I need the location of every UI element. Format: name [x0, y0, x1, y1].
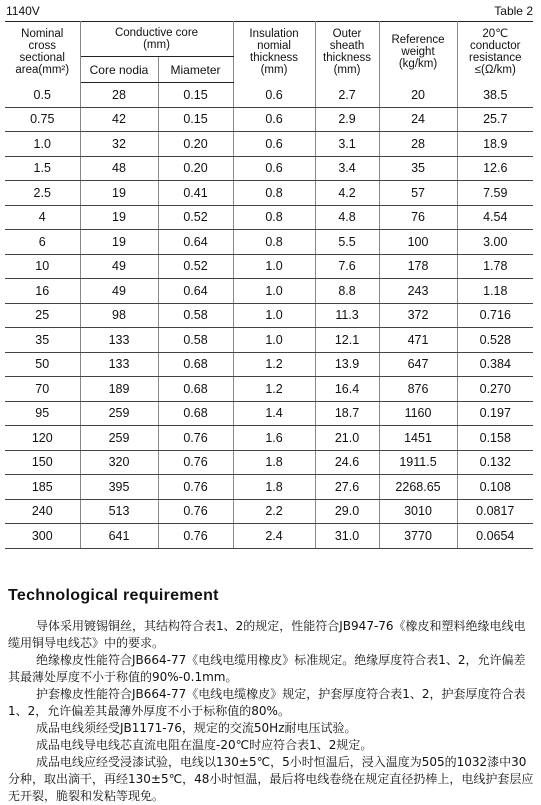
cell-insulation: 2.2: [233, 499, 315, 524]
table-row: [5, 377, 533, 402]
table-row: [5, 156, 533, 181]
cell-area: 70: [5, 377, 80, 402]
cell-insulation: 1.2: [233, 377, 315, 402]
cell-insulation: 0.6: [233, 156, 315, 181]
cell-sheath: 4.2: [315, 181, 379, 206]
cell-wire-diameter: 0.64: [158, 230, 233, 255]
cell-core-count: 395: [80, 475, 158, 500]
cell-core-count: 19: [80, 181, 158, 206]
cell-area: 10: [5, 254, 80, 279]
cell-weight: 372: [379, 303, 457, 328]
cell-wire-diameter: 0.68: [158, 401, 233, 426]
table-row: [5, 352, 533, 377]
cell-weight: 2268.65: [379, 475, 457, 500]
cell-insulation: 1.0: [233, 279, 315, 304]
cell-wire-diameter: 0.76: [158, 475, 233, 500]
cell-wire-diameter: 0.64: [158, 279, 233, 304]
cell-wire-diameter: 0.52: [158, 205, 233, 230]
table-row: [5, 181, 533, 206]
cell-sheath: 21.0: [315, 426, 379, 451]
cell-resistance: 0.132: [457, 450, 533, 475]
cell-insulation: 1.8: [233, 450, 315, 475]
table-caption-bar: [6, 4, 533, 20]
cell-insulation: 1.0: [233, 328, 315, 353]
voltage-label: 1140V: [6, 4, 40, 18]
header-area: Nominal cross sectional area(mm²): [5, 22, 80, 83]
cell-area: 35: [5, 328, 80, 353]
cell-resistance: 0.158: [457, 426, 533, 451]
cell-insulation: 1.0: [233, 303, 315, 328]
cell-resistance: 18.9: [457, 132, 533, 157]
cell-insulation: 0.8: [233, 181, 315, 206]
requirement-paragraph: 成品电线应经受浸漆试验，电线以130±5℃，5小时恒温后，浸入温度为505的1032漆中30分种，取出滴干，再经130±5℃，48小时恒温，最后将电线卷绕在规定直径扔棒上，电线护套层应无开裂，脆裂和发粘等现免。: [8, 755, 534, 803]
cell-sheath: 18.7: [315, 401, 379, 426]
cell-core-count: 189: [80, 377, 158, 402]
table-row: [5, 107, 533, 132]
cell-area: 120: [5, 426, 80, 451]
table-row: [5, 401, 533, 426]
header-conductive-core: Conductive core (mm): [80, 22, 233, 57]
tech-requirement-title: Technological requirement: [8, 587, 219, 604]
cell-weight: 57: [379, 181, 457, 206]
cell-area: 1.5: [5, 156, 80, 181]
cell-core-count: 320: [80, 450, 158, 475]
cell-weight: 1160: [379, 401, 457, 426]
cell-core-count: 513: [80, 499, 158, 524]
cell-area: 185: [5, 475, 80, 500]
cell-sheath: 3.4: [315, 156, 379, 181]
header-weight: Reference weight (kg/km): [379, 22, 457, 83]
cell-area: 150: [5, 450, 80, 475]
cell-core-count: 259: [80, 426, 158, 451]
cell-sheath: 31.0: [315, 524, 379, 549]
cell-sheath: 29.0: [315, 499, 379, 524]
cell-resistance: 25.7: [457, 107, 533, 132]
table-row: [5, 499, 533, 524]
cell-insulation: 1.2: [233, 352, 315, 377]
cell-wire-diameter: 0.76: [158, 524, 233, 549]
header-insulation: Insulation nomial thickness (mm): [233, 22, 315, 83]
cell-wire-diameter: 0.41: [158, 181, 233, 206]
cell-weight: 35: [379, 156, 457, 181]
cell-sheath: 7.6: [315, 254, 379, 279]
cable-spec-table: [5, 21, 533, 549]
cell-sheath: 8.8: [315, 279, 379, 304]
cell-wire-diameter: 0.20: [158, 156, 233, 181]
cell-resistance: 1.18: [457, 279, 533, 304]
cell-insulation: 1.4: [233, 401, 315, 426]
cell-resistance: 0.270: [457, 377, 533, 402]
requirement-paragraph: 绝缘橡皮性能符合JB664-77《电线电缆用橡皮》标准规定。绝缘厚度符合表1、2，允许偏差其最薄处厚度不小于称值的90%-0.1mm。: [8, 653, 526, 684]
cell-weight: 1451: [379, 426, 457, 451]
table-row: [5, 279, 533, 304]
cell-insulation: 0.6: [233, 107, 315, 132]
table-row: [5, 524, 533, 549]
cell-resistance: 0.384: [457, 352, 533, 377]
cell-sheath: 27.6: [315, 475, 379, 500]
cell-insulation: 1.8: [233, 475, 315, 500]
cell-core-count: 49: [80, 279, 158, 304]
requirement-paragraph: 成品电线须经受JB1171-76，规定的交流50Hz耐电压试验。: [36, 721, 357, 735]
cell-insulation: 0.8: [233, 230, 315, 255]
cell-weight: 24: [379, 107, 457, 132]
cell-area: 1.0: [5, 132, 80, 157]
cell-core-count: 49: [80, 254, 158, 279]
cell-resistance: 0.197: [457, 401, 533, 426]
cell-core-count: 28: [80, 83, 158, 108]
cell-area: 0.5: [5, 83, 80, 108]
cell-area: 25: [5, 303, 80, 328]
cell-wire-diameter: 0.76: [158, 499, 233, 524]
cell-area: 6: [5, 230, 80, 255]
tech-requirement-text: [8, 618, 536, 805]
cell-area: 4: [5, 205, 80, 230]
cell-wire-diameter: 0.58: [158, 303, 233, 328]
cell-resistance: 0.528: [457, 328, 533, 353]
header-outer-sheath: Outer sheath thickness (mm): [315, 22, 379, 83]
table-row: [5, 230, 533, 255]
cell-wire-diameter: 0.15: [158, 107, 233, 132]
cell-weight: 28: [379, 132, 457, 157]
header-resistance: 20℃ conductor resistance ≤(Ω/km): [457, 22, 533, 83]
cell-wire-diameter: 0.20: [158, 132, 233, 157]
cell-area: 300: [5, 524, 80, 549]
cell-area: 240: [5, 499, 80, 524]
requirement-paragraph: 护套橡皮性能符合JB664-77《电线电缆橡皮》规定，护套厚度符合表1、2，护套厚度符合表1、2，允许偏差其最薄外厚度不小于标称值的80%。: [8, 687, 526, 718]
cell-wire-diameter: 0.68: [158, 352, 233, 377]
table-row: [5, 205, 533, 230]
cell-weight: 100: [379, 230, 457, 255]
cell-weight: 876: [379, 377, 457, 402]
cell-core-count: 133: [80, 328, 158, 353]
requirement-paragraph: 导体采用镀锡铜丝，其结构符合表1、2的规定，性能符合JB947-76《橡皮和塑料绝缘电线电缆用铜导电线芯》中的要求。: [8, 619, 526, 650]
cell-resistance: 7.59: [457, 181, 533, 206]
cell-core-count: 19: [80, 230, 158, 255]
cell-sheath: 11.3: [315, 303, 379, 328]
cell-wire-diameter: 0.15: [158, 83, 233, 108]
cell-area: 95: [5, 401, 80, 426]
cell-core-count: 42: [80, 107, 158, 132]
cell-area: 0.75: [5, 107, 80, 132]
cell-core-count: 48: [80, 156, 158, 181]
cell-weight: 76: [379, 205, 457, 230]
cell-area: 16: [5, 279, 80, 304]
cell-weight: 178: [379, 254, 457, 279]
cell-resistance: 1.78: [457, 254, 533, 279]
cell-wire-diameter: 0.76: [158, 426, 233, 451]
cell-sheath: 16.4: [315, 377, 379, 402]
table-body: [5, 83, 533, 549]
cell-core-count: 32: [80, 132, 158, 157]
cell-sheath: 4.8: [315, 205, 379, 230]
cell-resistance: 0.0654: [457, 524, 533, 549]
cell-sheath: 24.6: [315, 450, 379, 475]
cell-sheath: 2.7: [315, 83, 379, 108]
table-row: [5, 83, 533, 108]
header-miameter: Miameter: [158, 57, 233, 83]
cell-resistance: 0.716: [457, 303, 533, 328]
table-row: [5, 132, 533, 157]
table-row: [5, 475, 533, 500]
cell-weight: 3010: [379, 499, 457, 524]
cell-insulation: 2.4: [233, 524, 315, 549]
cell-weight: 471: [379, 328, 457, 353]
cell-weight: 243: [379, 279, 457, 304]
cell-weight: 20: [379, 83, 457, 108]
cell-insulation: 0.6: [233, 132, 315, 157]
table-row: [5, 328, 533, 353]
table-row: [5, 426, 533, 451]
cell-sheath: 13.9: [315, 352, 379, 377]
cell-insulation: 0.8: [233, 205, 315, 230]
requirement-paragraph: 成品电线导电线芯直流电阻在温度-20℃时应符合表1、2规定。: [36, 738, 373, 752]
table-number-label: Table 2: [494, 4, 533, 18]
header-core-nodia: Core nodia: [80, 57, 158, 83]
table-row: [5, 450, 533, 475]
table-row: [5, 303, 533, 328]
cell-core-count: 98: [80, 303, 158, 328]
cell-core-count: 133: [80, 352, 158, 377]
cell-resistance: 4.54: [457, 205, 533, 230]
cell-core-count: 259: [80, 401, 158, 426]
cell-insulation: 1.0: [233, 254, 315, 279]
cell-area: 50: [5, 352, 80, 377]
cell-weight: 647: [379, 352, 457, 377]
cell-core-count: 641: [80, 524, 158, 549]
cell-resistance: 0.108: [457, 475, 533, 500]
cell-weight: 3770: [379, 524, 457, 549]
cell-resistance: 0.0817: [457, 499, 533, 524]
cell-sheath: 5.5: [315, 230, 379, 255]
cell-wire-diameter: 0.68: [158, 377, 233, 402]
cell-resistance: 3.00: [457, 230, 533, 255]
cell-sheath: 2.9: [315, 107, 379, 132]
cell-sheath: 12.1: [315, 328, 379, 353]
cell-weight: 1911.5: [379, 450, 457, 475]
table-row: [5, 254, 533, 279]
cell-wire-diameter: 0.52: [158, 254, 233, 279]
cell-resistance: 12.6: [457, 156, 533, 181]
cell-insulation: 1.6: [233, 426, 315, 451]
cell-core-count: 19: [80, 205, 158, 230]
cell-resistance: 38.5: [457, 83, 533, 108]
cell-wire-diameter: 0.58: [158, 328, 233, 353]
cell-sheath: 3.1: [315, 132, 379, 157]
cell-wire-diameter: 0.76: [158, 450, 233, 475]
cell-area: 2.5: [5, 181, 80, 206]
cell-insulation: 0.6: [233, 83, 315, 108]
